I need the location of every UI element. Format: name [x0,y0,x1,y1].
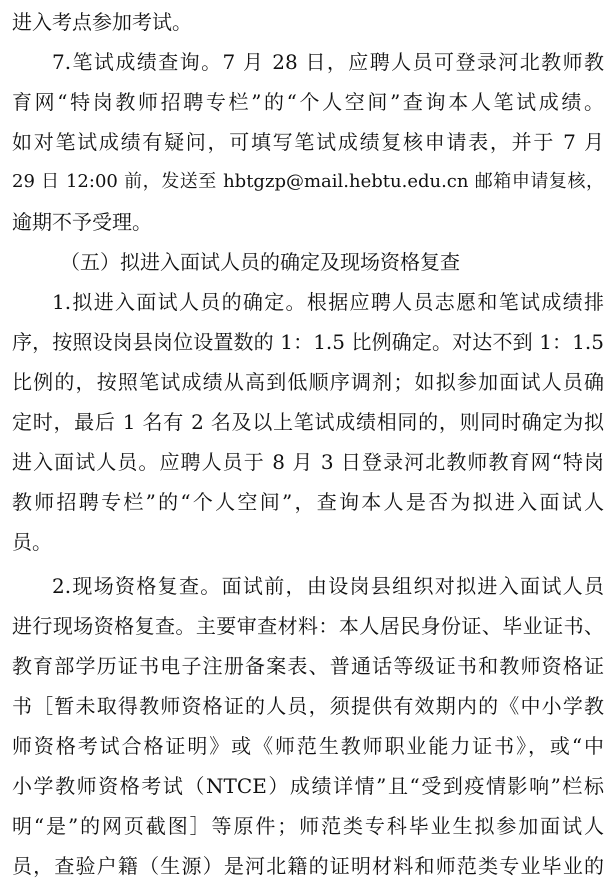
text-line: 逾期不予受理。 [12,210,152,234]
text-line: 员。 [12,530,52,554]
text-line: 比例的，按照笔试成绩从高到低顺序调剂；如拟参加面试人员确 [12,370,604,394]
text-line: 书［暂未取得教师资格证的人员，须提供有效期内的《中小学教 [12,694,604,718]
text-line: 教师招聘专栏”的“个人空间”，查询本人是否为拟进入面试人 [12,490,604,514]
text-line: 师资格考试合格证明》或《师范生教师职业能力证书》，或“中 [12,734,604,758]
text-line: 小学教师资格考试（NTCE）成绩详情”且“受到疫情影响”栏标 [12,774,604,798]
text-line: 明“是”的网页截图］等原件；师范类专科毕业生拟参加面试人 [12,814,604,838]
text-line: 如对笔试成绩有疑问，可填写笔试成绩复核申请表，并于 7 月 [12,130,604,154]
text-line: 进入面试人员。应聘人员于 8 月 3 日登录河北教师教育网“特岗 [12,450,604,474]
text-line: 2.现场资格复查。面试前，由设岗县组织对拟进入面试人员 [52,574,604,598]
text-line: 定时，最后 1 名有 2 名及以上笔试成绩相同的，则同时确定为拟 [12,410,604,434]
text-line: 1.拟进入面试人员的确定。根据应聘人员志愿和笔试成绩排 [52,290,604,314]
text-line: 教育部学历证书电子注册备案表、普通话等级证书和教师资格证 [12,654,604,678]
section-heading: （五）拟进入面试人员的确定及现场资格复查 [60,250,460,274]
text-line: 育网“特岗教师招聘专栏”的“个人空间”查询本人笔试成绩。 [12,90,604,114]
text-line: 7.笔试成绩查询。7 月 28 日，应聘人员可登录河北教师教 [52,50,604,74]
text-line: 员，查验户籍（生源）是河北籍的证明材料和师范类专业毕业的 [12,854,604,878]
text-line: 进入考点参加考试。 [12,10,192,34]
text-line: 序，按照设岗县岗位设置数的 1：1.5 比例确定。对达不到 1：1.5 [12,330,604,354]
text-line: 进行现场资格复查。主要审查材料：本人居民身份证、毕业证书、 [12,614,604,638]
text-line: 29 日 12:00 前，发送至 hbtgzp@mail.hebtu.edu.cn 邮箱申请复核， [12,171,604,192]
